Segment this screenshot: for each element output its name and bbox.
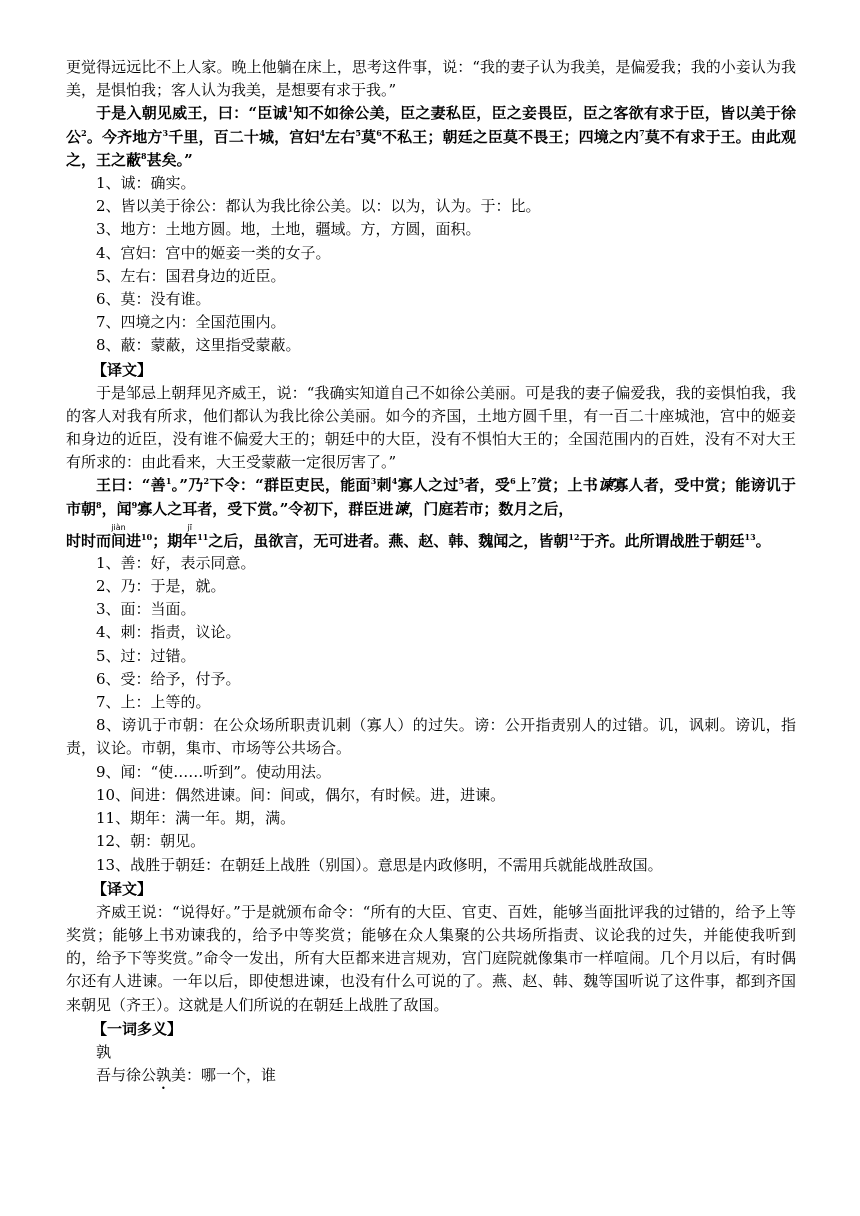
classical-text-2: 王曰：“善$^1$。”乃$^2$下令：“群臣吏民，能面$^3$刺$^4$寡人之过$^5$者，受$^6$上$^7$赏；上书谏寡人者，受中赏；能谤讥于市朝$^8$，闻$^9$寡人之耳者，受下赏。”令初下，群臣进谏，门庭若市；数月之后， xyxy=(66,476,796,518)
annotation-list-1 xyxy=(66,172,796,358)
annotation-item: 5、过：过错。 xyxy=(96,646,196,665)
paragraph-top: 更觉得远远比不上人家。晚上他躺在床上，思考这件事，说：“我的妻子认为我美，是偏爱我；我的小妾认为我美，是惧怕我；客人认为我美，是想要有求于我。” xyxy=(66,58,796,100)
document-page xyxy=(66,56,796,1093)
annotation-item: 9、闻：“使……听到”。使动用法。 xyxy=(96,762,331,781)
translation-heading-1: 【译文】 xyxy=(92,360,153,379)
annotation-item: 12、朝：朝见。 xyxy=(96,832,206,851)
annotation-item: 10、间进：偶然进谏。间：间或，偶尔，有时候。进，进谏。 xyxy=(96,785,506,804)
translation-paragraph-2: 齐威王说：“说得好。”于是就颁布命令：“所有的大臣、官吏、百姓，能够当面批评我的过错的，给予上等奖赏；能够上书劝谏我的，给予中等奖赏；能够在众人集聚的公共场所指责、议论我的过失，并能使我听到的，给予下等奖赏。”命令一发出，所有大臣都来进言规劝，宫门庭院就像集市一样喧闹。几个月以后，有时偶尔还有人进谏。一年以后，即使想进谏，也没有什么可说的了。燕、赵、韩、魏等国听说了这件事，都到齐国来朝见（齐王）。这就是人们所说的在朝廷上战胜了敌国。 xyxy=(66,902,796,1014)
annotation-item: 6、受：给予，付予。 xyxy=(96,669,241,688)
annotation-list-2 xyxy=(66,552,796,877)
translation-paragraph-1: 于是邹忌上朝拜见齐威王，说：“我确实知道自己不如徐公美丽。可是我的妻子偏爱我，我的妾惧怕我，我的客人对我有所求，他们都认为我比徐公美丽。如今的齐国，土地方圆千里，有一百二十座城池，宫中的姬妾和身边的近臣，没有谁不偏爱大王的；朝廷中的大臣，没有不惧怕大王的；全国范围内的百姓，没有不对大王有所求的：由此看来，大王受蒙蔽一定很厉害了。” xyxy=(66,383,796,472)
polysemy-heading: 【一词多义】 xyxy=(92,1019,183,1038)
annotation-item: 4、刺：指责，议论。 xyxy=(96,623,241,642)
annotation-item: 13、战胜于朝廷：在朝廷上战胜（别国）。意思是内政修明，不需用兵就能战胜敌国。 xyxy=(96,855,663,874)
classical-text-1: 于是入朝见威王，曰：“臣诚$^1$知不如徐公美，臣之妻私臣，臣之妾畏臣，臣之客欲有求于臣，皆以美于徐公$^2$。今齐地方$^3$千里，百二十城，宫妇$^4$左右$^5$莫$^6$不私王；朝廷之臣莫不畏王；四境之内$^7$莫不有求于王。由此观之，王之蔽$^8$甚矣。” xyxy=(66,104,796,169)
annotation-item: 11、期年：满一年。期，满。 xyxy=(96,809,296,828)
pinyin-ruby-jian: 间jiàn xyxy=(111,522,127,550)
annotation-item: 2、皆以美于徐公：都认为我比徐公美。以：以为，认为。于：比。 xyxy=(96,197,541,216)
polysemy-word: 孰 xyxy=(96,1042,112,1061)
annotation-item: 3、面：当面。 xyxy=(96,600,196,619)
annotation-item: 2、乃：于是，就。 xyxy=(96,577,226,596)
annotation-item: 5、左右：国君身边的近臣。 xyxy=(96,266,286,285)
annotation-item: 4、宫妇：宫中的姬妾一类的女子。 xyxy=(96,243,331,262)
pinyin-ruby-ji: 年jī xyxy=(182,522,198,550)
annotation-item: 1、诚：确实。 xyxy=(96,174,196,193)
classical-text-2-cont: 时时而间jiàn进$^{10}$；期年$jī^{11}$之后，虽欲言，无可进者。燕、赵、韩、魏闻之，皆朝$^{12}$于齐。此所谓战胜于朝廷$^{13}$。 xyxy=(66,522,771,550)
annotation-item: 3、地方：土地方圆。地，土地，疆域。方，方圆，面积。 xyxy=(96,220,481,239)
annotation-item: 1、善：好，表示同意。 xyxy=(96,553,256,572)
annotation-item: 7、四境之内：全国范围内。 xyxy=(96,313,286,332)
polysemy-example: 吾与徐公孰美：哪一个，谁 xyxy=(96,1065,277,1084)
annotation-item: 7、上：上等的。 xyxy=(96,693,211,712)
translation-heading-2: 【译文】 xyxy=(92,879,153,898)
annotation-item: 6、莫：没有谁。 xyxy=(96,290,211,309)
emphasized-word: 孰 xyxy=(156,1065,172,1084)
annotation-item: 8、谤讥于市朝：在公众场所职责讥刺（寡人）的过失。谤：公开指责别人的过错。讥，讽刺。谤讥，指责，议论。市朝，集市、市场等公共场合。 xyxy=(66,716,796,758)
annotation-item: 8、蔽：蒙蔽，这里指受蒙蔽。 xyxy=(96,336,301,355)
